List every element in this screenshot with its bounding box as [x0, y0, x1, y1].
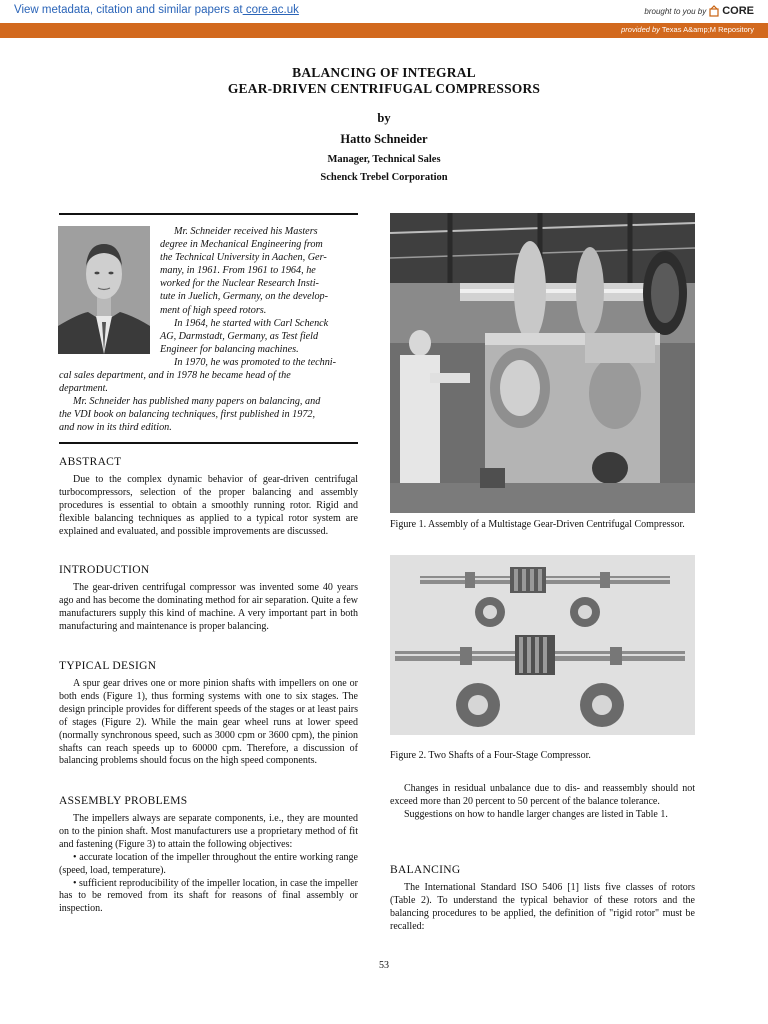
core-banner-top	[0, 0, 768, 23]
bio-line: ment of high speed rotors.	[160, 304, 267, 316]
assembly-text-3: • sufficient reproducibility of the impeller location, in case the impeller has to be removed from its shaft for reasons of final assembly or inspection.	[59, 877, 358, 915]
bio-line: many, in 1961. From 1961 to 1964, he	[160, 265, 316, 277]
bio-line: the VDI book on balancing techniques, first published in 1972,	[59, 409, 316, 421]
author-portrait	[58, 226, 150, 354]
bio-line: the Technical University in Aachen, Ger-	[160, 252, 327, 264]
figure-1-caption: Figure 1. Assembly of a Multistage Gear-Driven Centrifugal Compressor.	[390, 519, 685, 530]
introduction-text: The gear-driven centrifugal compressor was invented some 40 years ago and has become the dominating method for air separation. Quite a few manufacturers supply this kind of machine. A very important part in both manufacturing and maintenance is proper balancing.	[59, 582, 358, 632]
author-name: Hatto Schneider	[340, 132, 428, 146]
abstract-body	[59, 474, 358, 539]
figure-1-photo	[390, 213, 695, 513]
by-line: by	[377, 111, 391, 125]
figure-2-photo	[390, 555, 695, 735]
bio-top-rule	[59, 213, 358, 215]
assembly-text-2: • accurate location of the impeller throughout the entire working range (speed, load, temperature).	[59, 851, 358, 876]
bio-line: AG, Darmstadt, Germany, as Test field	[160, 330, 319, 342]
core-logo-icon	[709, 5, 719, 17]
bio-line: In 1970, he was promoted to the techni-	[174, 356, 337, 368]
bio-line: worked for the Nuclear Research Insti-	[160, 278, 319, 290]
bio-line: department.	[59, 383, 108, 395]
page-number: 53	[379, 960, 389, 971]
brought-to-you-label: brought to you by	[644, 6, 707, 16]
author-position: Manager, Technical Sales	[327, 154, 441, 165]
core-logo-text: CORE	[722, 5, 754, 17]
abstract-text: Due to the complex dynamic behavior of gear-driven centrifugal turbocompressors, selection of the proper balancing and assembly procedures is essential to obtain a smoothly running rotor. Rigid and flexible balancing techniques as applied to a typical rotor system are explained and evaluated, and possible improvements are discussed.	[59, 474, 358, 537]
bio-line: Mr. Schneider received his Masters	[174, 226, 318, 237]
provided-by-label: provided by	[621, 25, 660, 34]
introduction-heading: INTRODUCTION	[59, 564, 150, 576]
bio-line: and now in its third edition.	[59, 422, 172, 434]
balancing-heading: BALANCING	[390, 864, 461, 876]
assembly-text-1: The impellers always are separate components, i.e., they are mounted on to the pinion shaft. Most manufacturers use a proprietary method of fit and fastening (Figure 3) to attain the following objectives:	[59, 813, 358, 850]
balancing-text: The International Standard ISO 5406 [1] lists five classes of rotors (Table 2). To understand the typical behavior of these rotors and the balancing procedures to be applied, the definition of "rigid rotor" must be recalled:	[390, 882, 695, 932]
core-banner	[0, 0, 768, 38]
bio-line: Mr. Schneider has published many papers on balancing, and	[73, 396, 321, 408]
bio-line: Engineer for balancing machines.	[160, 343, 299, 355]
author-organization: Schenck Trebel Corporation	[320, 172, 448, 183]
typical-design-text: A spur gear drives one or more pinion shafts with impellers on one or both ends (Figure 1), thus forming systems with one to six stages. The design principle provides for different speeds of the stages or at least pairs of stages (Figure 2). While the main gear wheel runs at lower speed (normally synchronous speed, such as 3000 cpm or 3600 cpm), the pinion shafts can reach speeds up to 60000 cpm. Therefore, a discussion of balancing problems should focus on the high speed components.	[59, 678, 358, 767]
typical-design-body	[59, 678, 358, 768]
abstract-heading: ABSTRACT	[59, 456, 122, 468]
bio-line: cal sales department, and in 1978 he became head of the	[59, 370, 291, 381]
provided-by[interactable]	[621, 25, 754, 34]
right-column-body	[390, 783, 695, 822]
paper-title-line-2: GEAR-DRIVEN CENTRIFUGAL COMPRESSORS	[227, 81, 541, 96]
balancing-body	[390, 882, 695, 934]
provided-by-repo[interactable]: Texas A&amp;M Repository	[659, 25, 754, 34]
metadata-link-site[interactable]: core.ac.uk	[242, 4, 299, 16]
figure-2-caption: Figure 2. Two Shafts of a Four-Stage Compressor.	[390, 750, 591, 761]
introduction-body	[59, 582, 358, 634]
assembly-problems-heading: ASSEMBLY PROBLEMS	[59, 795, 188, 807]
assembly-problems-body	[59, 813, 358, 916]
metadata-link-prefix[interactable]: View metadata, citation and similar papers at	[14, 4, 243, 16]
paper-title-line-1: BALANCING OF INTEGRAL	[292, 65, 476, 80]
metadata-link[interactable]	[14, 4, 299, 16]
bio-line: degree in Mechanical Engineering from	[160, 239, 323, 251]
bio-line: In 1964, he started with Carl Schenck	[174, 317, 329, 329]
bio-paragraph-bottom	[59, 369, 357, 434]
core-provided-strip	[0, 23, 768, 38]
typical-design-heading: TYPICAL DESIGN	[59, 660, 157, 672]
right-text-2: Suggestions on how to handle larger changes are listed in Table 1.	[404, 808, 668, 820]
bio-bottom-rule	[59, 442, 358, 444]
bio-paragraph-top	[160, 225, 357, 369]
brought-to-you[interactable]	[644, 5, 754, 17]
right-text-1: Changes in residual unbalance due to dis- and reassembly should not exceed more than 20 percent to 50 percent of the balance tolerance.	[390, 783, 695, 807]
bio-line: tute in Juelich, Germany, on the develop-	[160, 291, 329, 303]
